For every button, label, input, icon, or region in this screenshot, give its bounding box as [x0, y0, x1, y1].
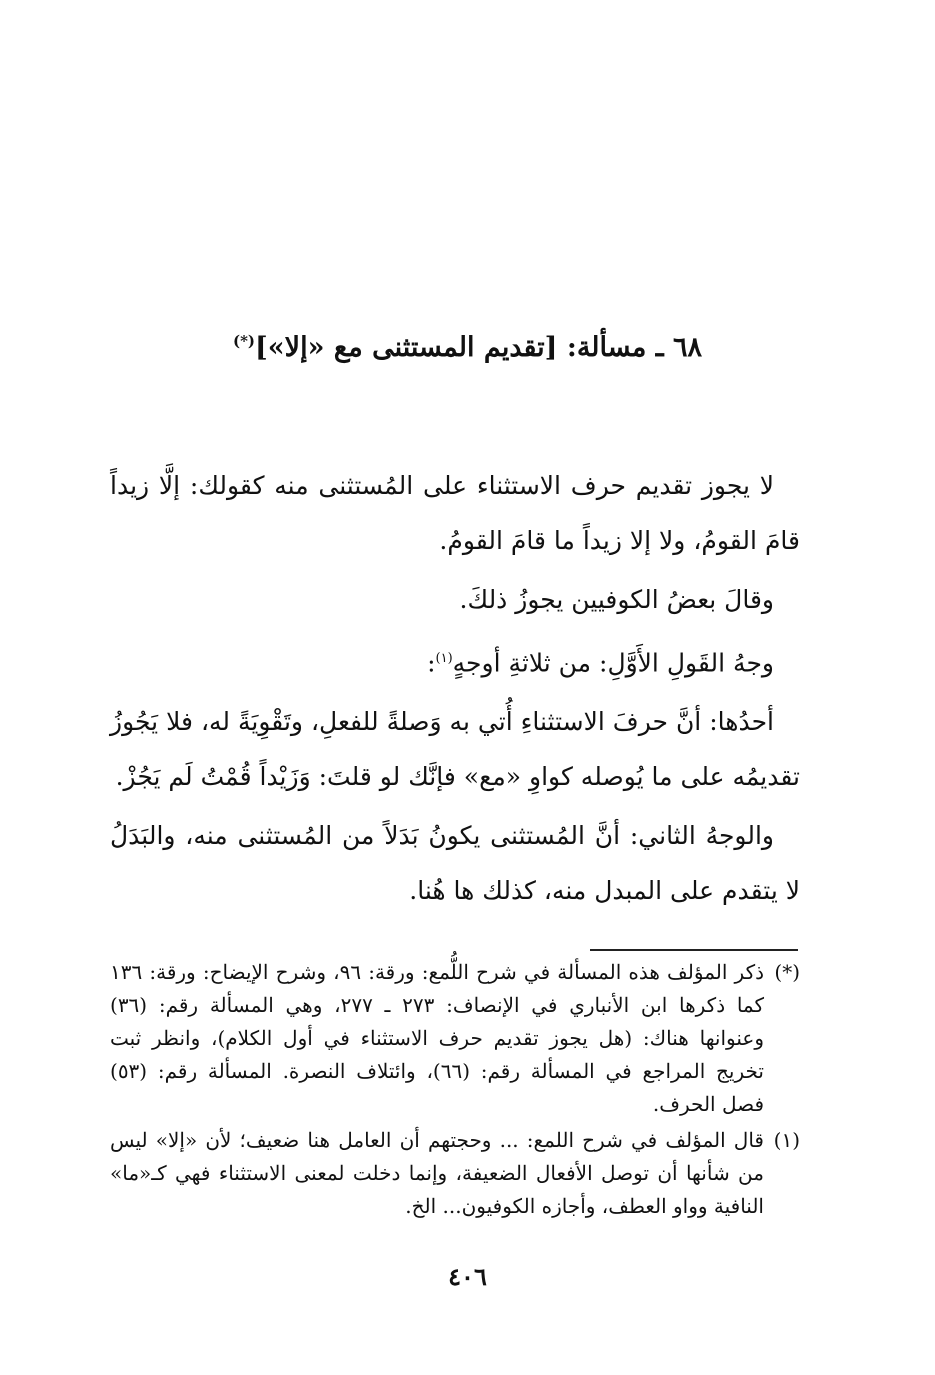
footnote-star-mark: (*) — [774, 960, 800, 984]
paragraph-5: والوجهُ الثاني: أنَّ المُستثنى يكونُ بَدَلاً من المُستثنى منه، والبَدَلُ لا يتقدم على المبدل منه، كذلك ها هُنا. — [110, 821, 800, 906]
footnote-separator — [590, 949, 798, 951]
footnote-star — [110, 956, 800, 1121]
main-text — [110, 458, 800, 922]
footnote-1 — [110, 1124, 800, 1223]
footnote-1-mark: (١) — [773, 1128, 800, 1152]
paragraph-3-note-mark[interactable]: (١) — [435, 651, 453, 666]
footnotes — [110, 956, 800, 1226]
paragraph-4: أحدُها: أنَّ حرفَ الاستثناءِ أُتي به وَصلةً للفعلِ، وتَقْوِيَةً له، فلا يَجُوزُ تقديمُه على ما يُوصله كواوِ «مع» فإنَّك لو قلتَ: وَزَيْداً قُمْتُ لَم يَجُزْ. — [110, 707, 800, 792]
footnote-star-text: ذكر المؤلف هذه المسألة في شرح اللُّمع: ورقة: ٩٦، وشرح الإيضاح: ورقة: ١٣٦ كما ذكرها ابن الأنباري في الإنصاف: ٢٧٣ ـ ٢٧٧، وهي المسألة رقم: (٣٦) وعنوانها هناك: (هل يجوز تقديم حرف الاستثناء في أول الكلام)، وانظر ثبت تخريج المراجع في المسألة رقم: (٦٦)، وائتلاف النصرة. المسألة رقم: (٥٣) فصل الحرف. — [110, 960, 765, 1116]
paragraph-3 — [110, 631, 800, 690]
heading-note-mark[interactable]: (*) — [232, 332, 256, 350]
paragraph-1: لا يجوز تقديم حرف الاستثناء على المُستثنى منه كقولك: إلَّا زيداً قامَ القومُ، ولا إلا زيداً ما قامَ القومُ. — [110, 471, 800, 555]
paragraph-3-text: وجهُ القَولِ الأَوَّلِ: من ثلاثةِ أوجهٍ — [452, 648, 774, 678]
paragraph-3-end: : — [427, 648, 436, 678]
section-heading — [120, 318, 815, 371]
page-number: ٤٠٦ — [448, 1262, 487, 1291]
section-heading-text: ٦٨ ـ مسألة: [تقديم المستثنى مع «إلا»] — [255, 332, 703, 363]
paragraph-2: وقالَ بعضُ الكوفيين يجوزُ ذلكَ. — [459, 585, 774, 614]
footnote-1-text: قال المؤلف في شرح اللمع: ... وحجتهم أن العامل هنا ضعيف؛ لأن «إلا» ليس من شأنها أن توصل الأفعال الضعيفة، وإنما دخلت لمعنى الاستثناء فهي كـ«ما» النافية وواو العطف، وأجازه الكوفيون... الخ. — [110, 1128, 764, 1218]
